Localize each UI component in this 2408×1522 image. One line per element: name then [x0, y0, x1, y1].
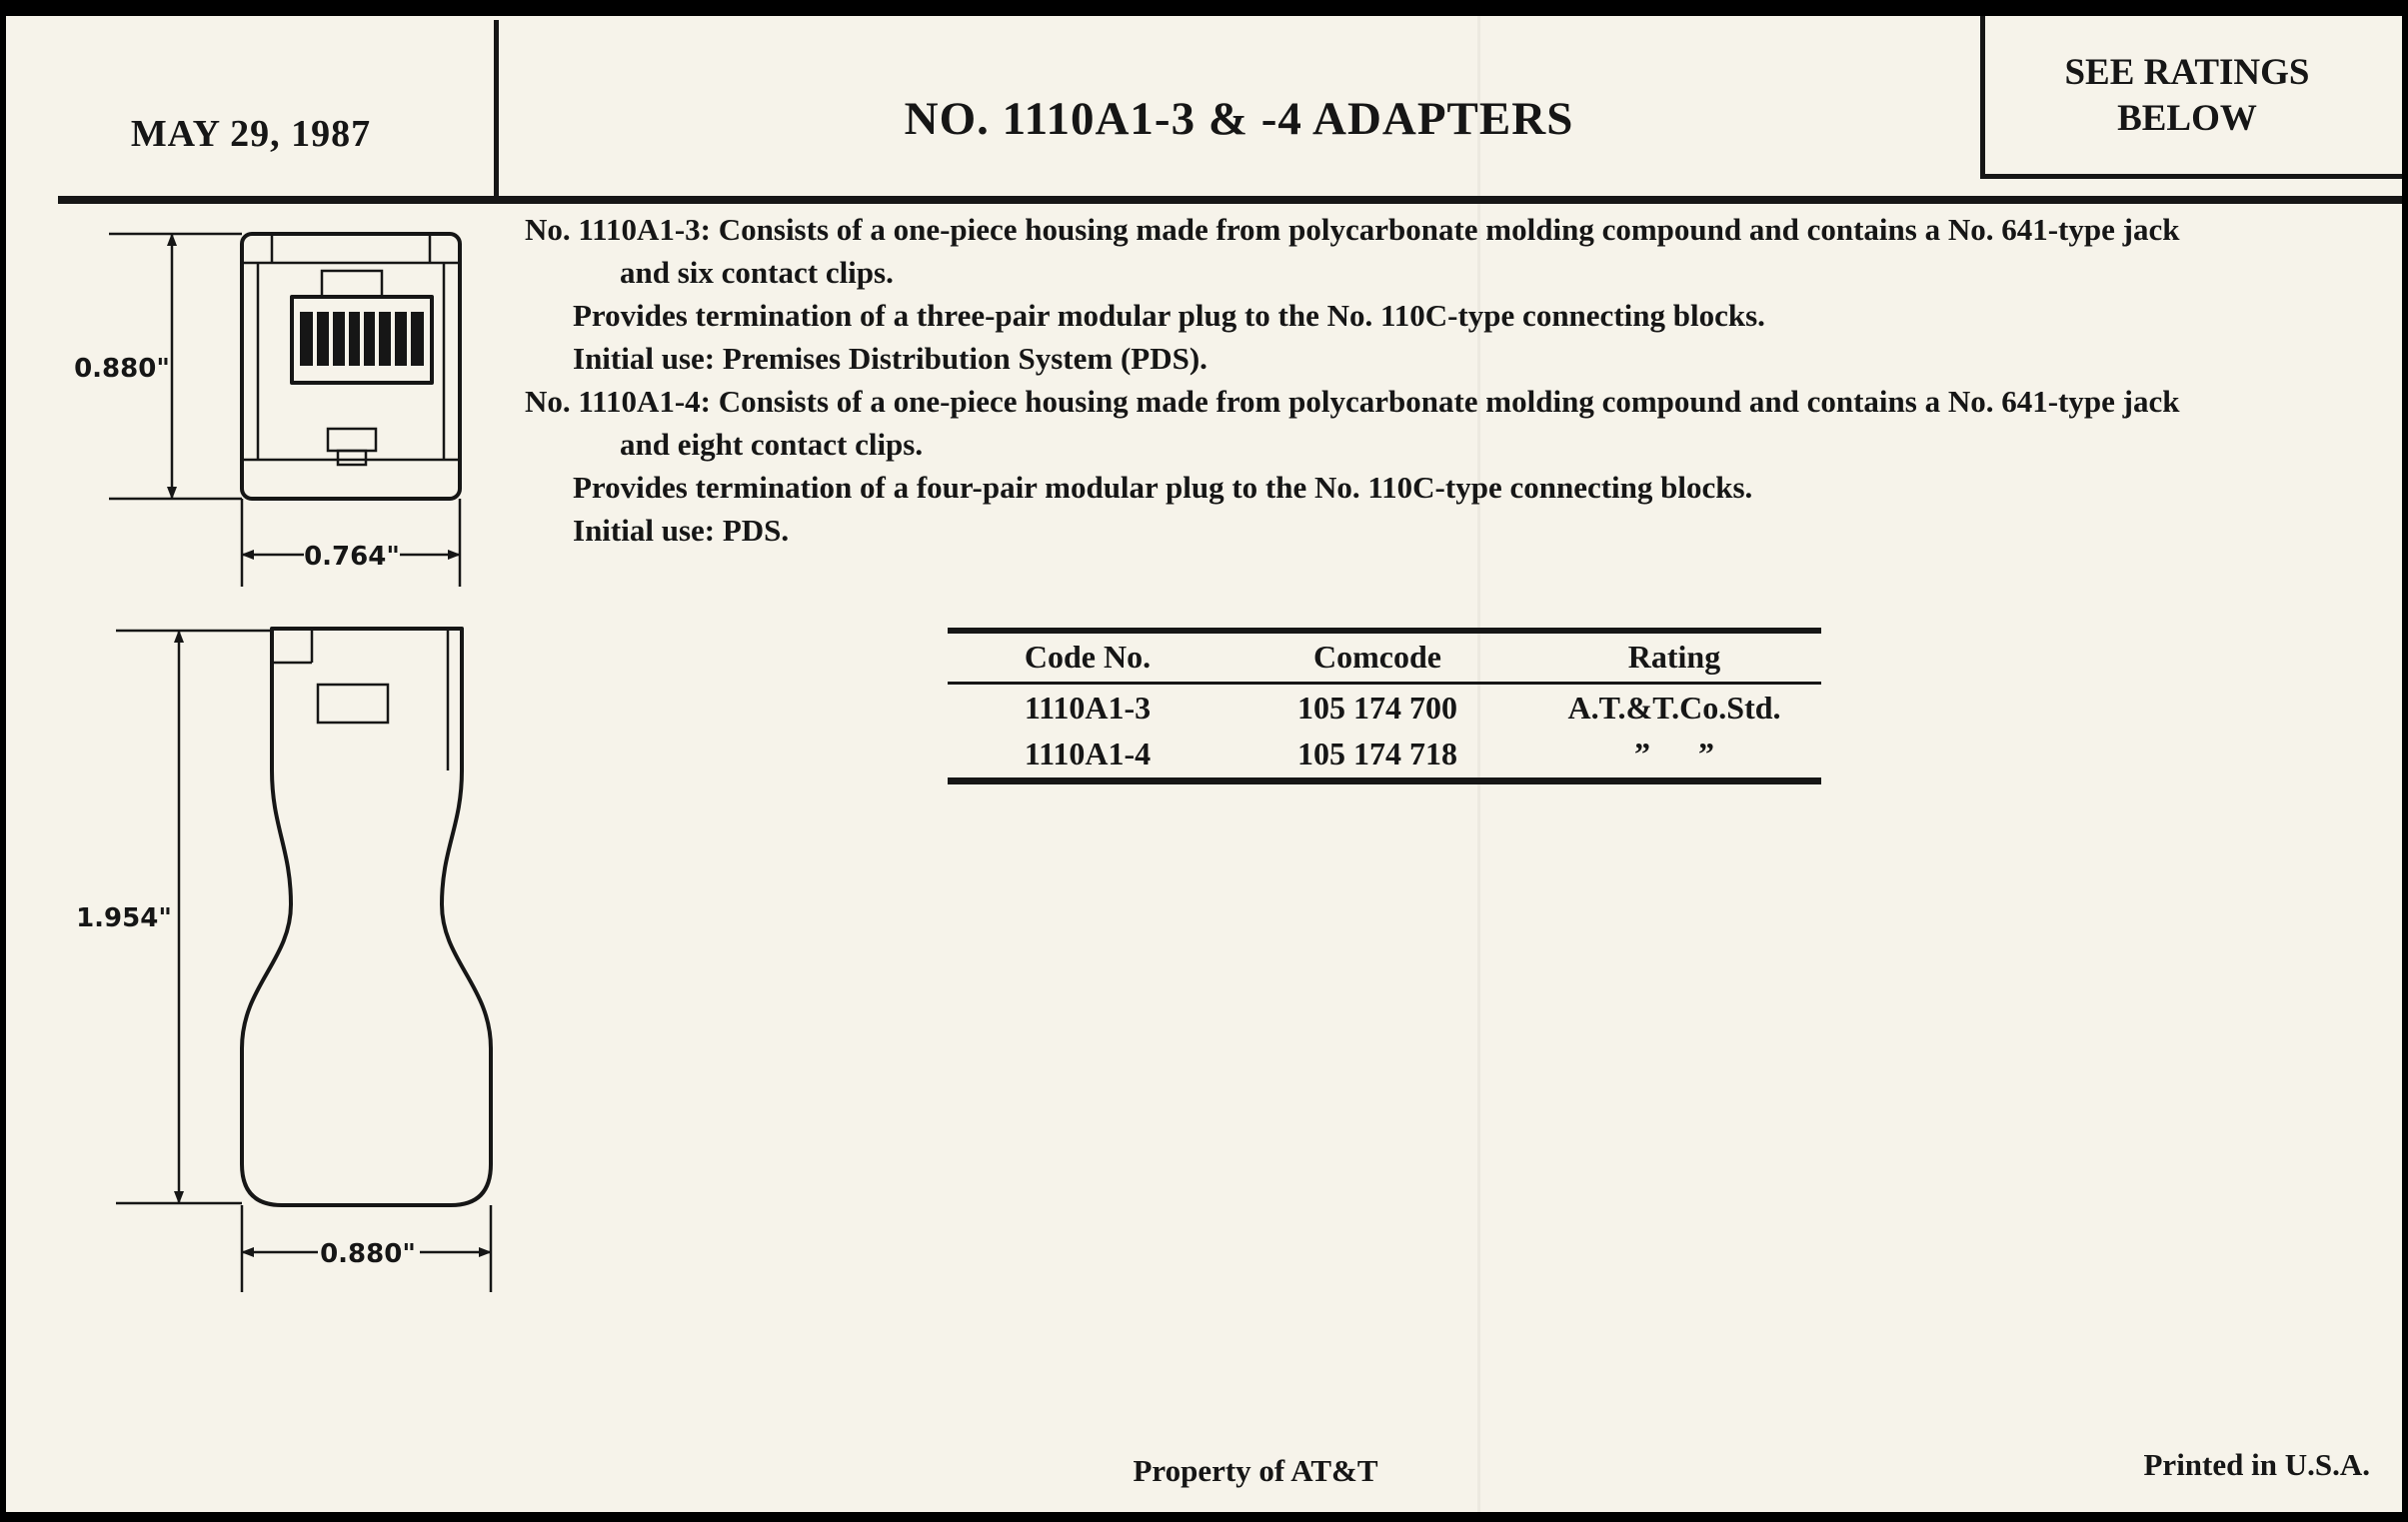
side-view-drawing [76, 629, 491, 1292]
ratings-note-line1: SEE RATINGS [2064, 52, 2310, 93]
document-date: MAY 29, 1987 [130, 113, 372, 155]
column-header-comcode: Comcode [1313, 639, 1441, 676]
description-line: Provides termination of a four-pair modular plug to the No. 110C-type connecting blocks. [573, 470, 1753, 505]
column-header-code-no: Code No. [1024, 639, 1152, 676]
description-line: No. 1110A1-3: Consists of a one-piece housing made from polycarbonate molding compound and contains a No. 641-type jack [525, 212, 2180, 247]
paper-sheet [6, 16, 2402, 1512]
header-left-divider [494, 20, 499, 200]
front-height-dim-label: 0.880" [74, 354, 170, 384]
ratings-box-underline [1980, 174, 2402, 179]
description-line: Provides termination of a three-pair modular plug to the No. 110C-type connecting blocks. [573, 298, 1765, 333]
front-view-drawing [74, 234, 460, 587]
description-line: No. 1110A1-4: Consists of a one-piece housing made from polycarbonate molding compound and contains a No. 641-type jack [525, 384, 2180, 419]
contact-teeth [315, 312, 409, 366]
side-height-dim-label: 1.954" [76, 903, 172, 933]
cell-rating: A.T.&T.Co.Std. [1567, 689, 1781, 726]
document-title: NO. 1110A1-3 & -4 ADAPTERS [904, 93, 1574, 145]
description-line: and six contact clips. [620, 255, 894, 290]
table-header-row [948, 631, 1821, 683]
description-line: and eight contact clips. [620, 427, 924, 462]
footer-property-notice: Property of AT&T [1133, 1453, 1378, 1488]
cell-comcode: 105 174 718 [1297, 736, 1457, 772]
table-row [948, 732, 1821, 780]
adapter-drawings [60, 215, 540, 1344]
footer-printed-notice: Printed in U.S.A. [2143, 1447, 2370, 1482]
ratings-note-line2: BELOW [2117, 98, 2257, 140]
cell-rating: ” ” [1634, 736, 1714, 772]
cell-comcode: 105 174 700 [1297, 689, 1457, 726]
header-right-divider [1980, 16, 1985, 176]
description-text [525, 208, 2402, 552]
description-line: Initial use: Premises Distribution System (PDS). [573, 341, 1207, 376]
cell-code-no: 1110A1-4 [1024, 736, 1152, 772]
cell-code-no: 1110A1-3 [1024, 689, 1152, 726]
description-line: Initial use: PDS. [573, 513, 790, 548]
ratings-note [1982, 50, 2392, 143]
column-header-rating: Rating [1627, 639, 1721, 676]
ratings-table [948, 628, 1821, 784]
table-row [948, 683, 1821, 732]
header-rule [58, 196, 2402, 204]
side-width-dim-label: 0.880" [320, 1239, 416, 1269]
front-width-dim-label: 0.764" [304, 542, 400, 572]
